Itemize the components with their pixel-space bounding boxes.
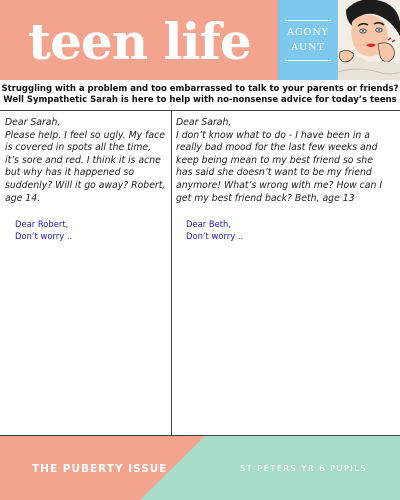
letter-robert bbox=[5, 117, 168, 242]
reply-greeting: Dear Robert, bbox=[15, 219, 69, 230]
reply-beth bbox=[176, 219, 390, 242]
pop-art-woman-illustration-icon bbox=[338, 0, 400, 80]
intro-text bbox=[0, 80, 400, 110]
author-credit: ST PETERS YR 6 PUPILS bbox=[240, 464, 368, 473]
letter-greeting: Dear Sarah, bbox=[176, 117, 232, 128]
badge-text bbox=[286, 25, 330, 55]
reply-body: Don’t worry .. bbox=[186, 230, 244, 241]
badge-rule-top bbox=[285, 20, 331, 21]
column-divider bbox=[171, 111, 172, 435]
reply-greeting: Dear Beth, bbox=[186, 219, 231, 230]
masthead bbox=[0, 0, 400, 80]
badge-line-1: AGONY bbox=[287, 27, 329, 38]
badge-line-2: AUNT bbox=[291, 42, 325, 53]
intro-line-2: Well Sympathetic Sarah is here to help with no-nonsense advice for today’s teens bbox=[3, 95, 397, 105]
issue-title: THE PUBERTY ISSUE bbox=[32, 463, 168, 475]
letter-beth bbox=[176, 117, 390, 242]
agony-aunt-badge bbox=[278, 0, 338, 80]
badge-rule-bottom bbox=[285, 60, 331, 61]
letters-section bbox=[0, 110, 400, 436]
intro-line-1: Struggling with a problem and too embarrassed to talk to your parents or friends? bbox=[1, 84, 399, 94]
letter-greeting: Dear Sarah, bbox=[5, 117, 61, 128]
footer-banner bbox=[0, 436, 400, 500]
letter-body: I don’t know what to do - I have been in a really bad mood for the last few weeks and keep being mean to my best friend so she has said she doesn’t want to be my friend anymore! What’s wrong with me? How can I get my best friend back? Beth, age 13 bbox=[176, 129, 383, 204]
reply-body: Don’t worry .. bbox=[15, 230, 73, 241]
letter-body: Please help. I feel so ugly. My face is covered in spots all the time, it’s sore and red. I think it is acne but why has it happened so suddenly? Will it go away? Robert, age 14. bbox=[5, 129, 166, 204]
reply-robert bbox=[5, 219, 168, 242]
magazine-title: teen life bbox=[28, 12, 251, 71]
